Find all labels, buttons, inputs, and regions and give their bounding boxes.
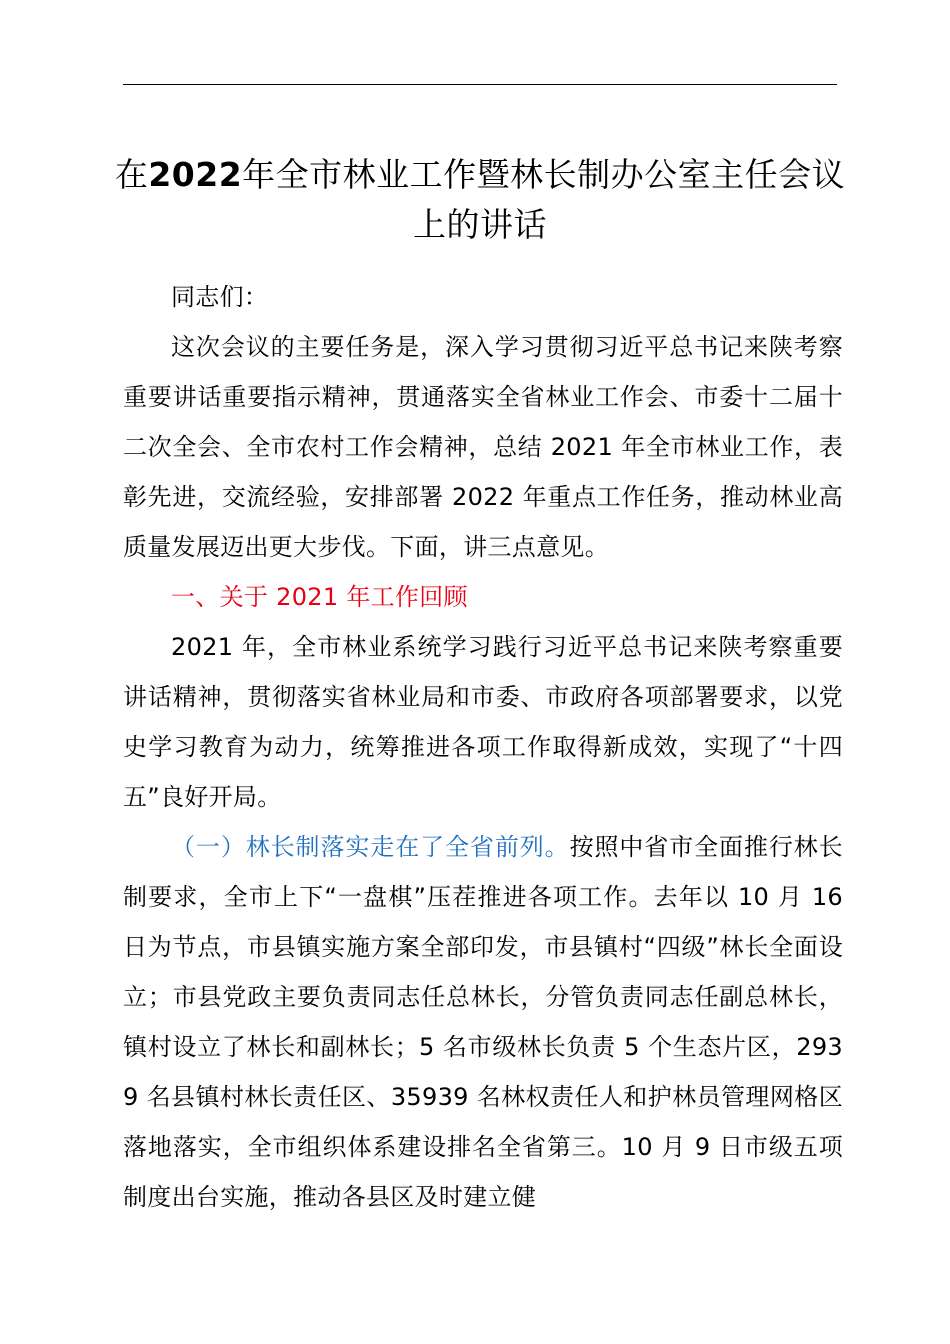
- point-1-heading: （一）林长制落实走在了全省前列。: [171, 833, 570, 861]
- salutation: 同志们：: [171, 283, 269, 311]
- section-heading-1: 一、关于 2021 年工作回顾: [171, 583, 468, 611]
- document-body: [123, 272, 843, 1222]
- title-prefix: 在: [114, 155, 149, 194]
- header-rule: [123, 84, 837, 85]
- point-1-body: 按照中省市全面推行林长制要求，全市上下“一盘棋”压茬推进各项工作。去年以 10 月 16 日为节点，市县镇实施方案全部印发，市县镇村“四级”林长全面设立；市县党政主要负责同志任总林长，分管负责同志任副总林长，镇村设立了林长和副林长；5 名市级林长负责 5 个生态片区，2939 名县镇村林长责任区、35939 名林权责任人和护林员管理网格区落地落实，全市组织体系建设排名全省第三。10 月 9 日市级五项制度出台实施，推动各县区及时建立健: [123, 833, 843, 1211]
- point-1-paragraph: [123, 822, 843, 1222]
- title-suffix: 年全市林业工作暨林长制办公室主任会议上的讲话: [242, 155, 846, 244]
- page-title: [110, 150, 850, 250]
- intro-paragraph: 这次会议的主要任务是，深入学习贯彻习近平总书记来陕考察重要讲话重要指示精神，贯通落实全省林业工作会、市委十二届十二次全会、全市农村工作会精神，总结 2021 年全市林业工作，表彰先进，交流经验，安排部署 2022 年重点工作任务，推动林业高质量发展迈出更大步伐。下面，讲三点意见。: [123, 333, 843, 561]
- title-year: 2022: [148, 155, 243, 194]
- review-paragraph: 2021 年，全市林业系统学习践行习近平总书记来陕考察重要讲话精神，贯彻落实省林业局和市委、市政府各项部署要求，以党史学习教育为动力，统筹推进各项工作取得新成效，实现了“十四五”良好开局。: [123, 633, 843, 811]
